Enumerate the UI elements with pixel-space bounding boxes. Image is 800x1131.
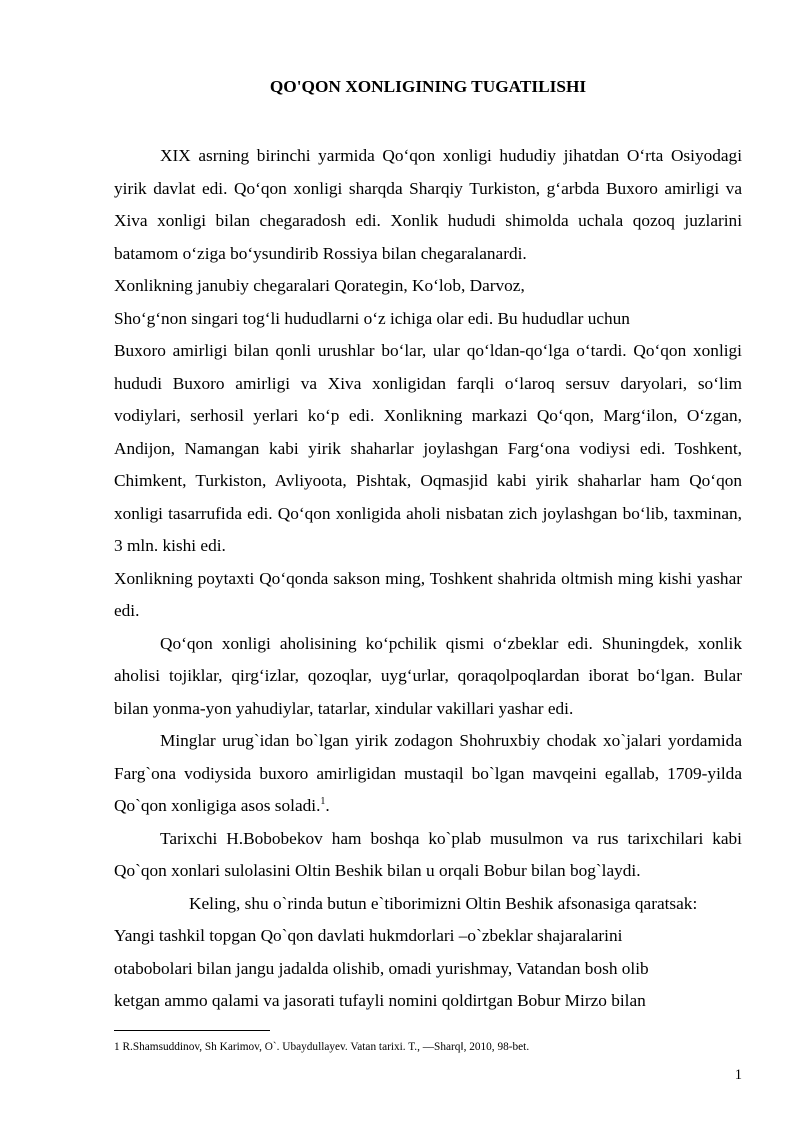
paragraph-7-text: Minglar urug`idan bo`lgan yirik zodagon Shohruxbiy chodak xo`jalari yordamida Farg`ona vodiysida buxoro amirligidan mustaqil bo`lgan mavqeini egallab, 1709-yilda Qo`qon xonligiga asos soladi. (114, 731, 742, 815)
footnote-separator (114, 1030, 270, 1031)
page-number: 1 (734, 1067, 742, 1083)
paragraph-8: Tarixchi H.Bobobekov ham boshqa ko`plab musulmon va rus tarixchilari kabi Qo`qon xonlari sulolasini Oltin Beshik bilan u orqali Bobur bilan bog`laydi. (114, 828, 742, 880)
paragraph-5: Xonlikning poytaxti Qo‘qonda sakson ming, Toshkent shahrida oltmish ming kishi yashar edi. (114, 568, 742, 620)
page-title: QO'QON XONLIGINING TUGATILISHI (269, 77, 587, 96)
paragraph-2: Xonlikning janubiy chegaralari Qorategin, Ko‘lob, Darvoz, (114, 276, 525, 295)
paragraph-11: otabobolari bilan jangu jadalda olishib, omadi yurishmay, Vatandan bosh olib (114, 958, 649, 978)
paragraph-3: Sho‘g‘non singari tog‘li hududlarni o‘z ichiga olar edi. Bu hududlar uchun (114, 308, 630, 328)
paragraph-10: Yangi tashkil topgan Qo`qon davlati hukmdorlari –o`zbeklar shajaralarini (114, 926, 623, 945)
footnote-text: 1 R.Shamsuddinov, Sh Karimov, O`. Ubaydullayev. Vatan tarixi. T., ―Sharq‖, 2010, 98-bet. (114, 1041, 530, 1053)
document-body (114, 140, 742, 1018)
footnote-reference[interactable]: 1 (320, 796, 326, 808)
paragraph-6: Qo‘qon xonligi aholisining ko‘pchilik qismi o‘zbeklar edi. Shuningdek, xonlik aholisi tojiklar, qirg‘izlar, qozoqlar, uyg‘urlar, qoraqolpoqlardan iborat bo‘lgan. Bular bilan yonma-yon yahudiylar, tatarlar, xindular vakillari yashar edi. (114, 633, 742, 718)
paragraph-4: Buxoro amirligi bilan qonli urushlar bo‘lar, ular qo‘ldan-qo‘lga o‘tardi. Qo‘qon xonligi hududi Buxoro amirligi va Xiva xonligidan farqli o‘laroq sersuv daryolari, so‘lim vodiylari, serhosil yerlari ko‘p edi. Xonlikning markazi Qo‘qon, Marg‘ilon, O‘zgan, Andijon, Namangan kabi yirik shaharlar joylashgan Farg‘ona vodiysi edi. Toshkent, Chimkent, Turkiston, Avliyoota, Pishtak, Oqmasjid kabi yirik shaharlar ham Qo‘qon xonligi tasarrufida edi. Qo‘qon xonligida aholi nisbatan zich joylashgan bo‘lib, taxminan, 3 mln. kishi edi. (114, 341, 742, 555)
paragraph-12: ketgan ammo qalami va jasorati tufayli nomini qoldirtgan Bobur Mirzo bilan (114, 991, 646, 1010)
paragraph-7-tail: . (325, 796, 330, 815)
paragraph-7 (114, 725, 742, 823)
paragraph-9: Keling, shu o`rinda butun e`tiborimizni Oltin Beshik afsonasiga qaratsak: (189, 893, 698, 913)
paragraph-1: XIX asrning birinchi yarmida Qo‘qon xonligi hududiy jihatdan O‘rta Osiyodagi yirik davlat edi. Qo‘qon xonligi sharqda Sharqiy Turkiston, g‘arbda Buxoro amirligi va Xiva xonligi bilan chegaradosh edi. Xonlik hududi shimolda uchala qozoq juzlarini batamom o‘ziga bo‘ysundirib Rossiya bilan chegaralanardi. (114, 146, 742, 263)
